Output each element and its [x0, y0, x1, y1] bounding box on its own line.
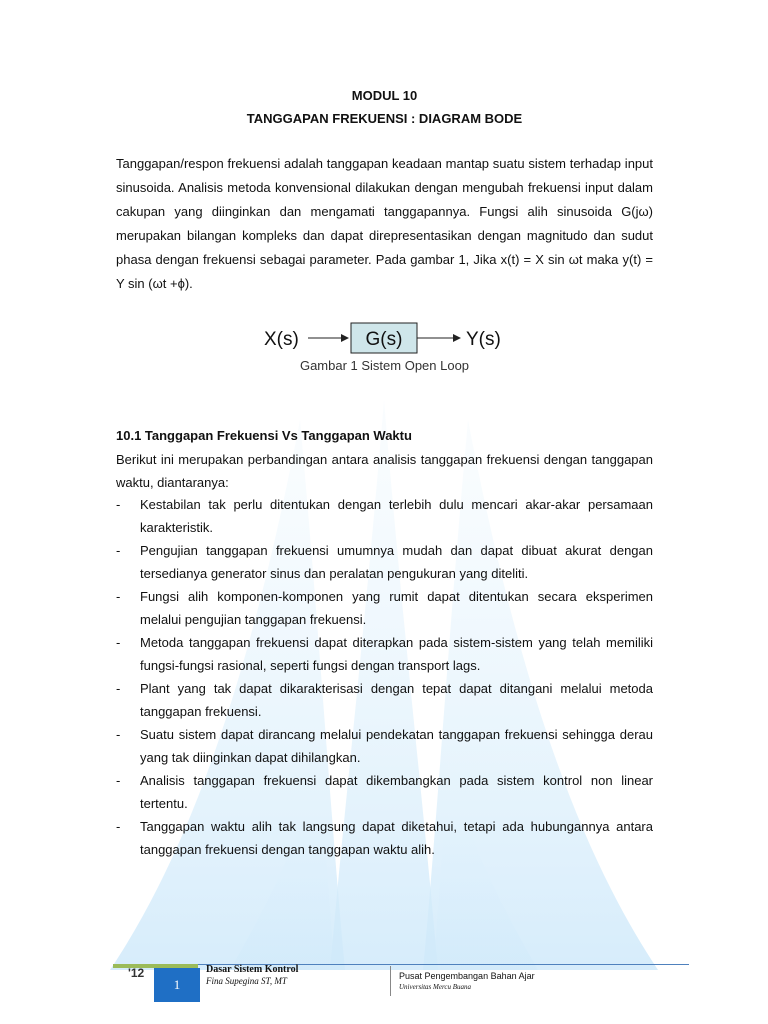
page-number: 1 — [154, 968, 200, 1002]
list-item-text: Kestabilan tak perlu ditentukan dengan terlebih dulu mencari akar-akar persamaan karakteristik. — [140, 497, 653, 535]
list-item-text: Tanggapan waktu alih tak langsung dapat diketahui, tetapi ada hubungannya antara tanggapan frekuensi dengan tanggapan waktu alih. — [140, 819, 653, 857]
diagram-output-label: Y(s) — [466, 329, 501, 350]
bullet-dash: - — [116, 727, 121, 742]
section-title: 10.1 Tanggapan Frekuensi Vs Tanggapan Waktu — [116, 428, 412, 443]
intro-gjw: G(jω) — [621, 204, 653, 219]
diagram-block-label: G(s) — [365, 329, 403, 350]
list-item-text: Suatu sistem dapat dirancang melalui pendekatan tanggapan frekuensi sehingga derau yang tak diinginkan dapat dihilangkan. — [140, 727, 653, 765]
block-diagram — [116, 320, 653, 360]
footer-university: Universitas Mercu Buana — [399, 983, 472, 991]
footer-divider — [390, 966, 391, 996]
bullet-dash: - — [116, 819, 121, 834]
list-item-text: Metoda tanggapan frekuensi dapat diterapkan pada sistem-sistem yang telah memiliki fungsi-fungsi rasional, seperti fungsi dengan transport lags. — [140, 635, 653, 673]
comparison-list — [116, 493, 653, 861]
list-item-text: Fungsi alih komponen-komponen yang rumit dapat ditentukan secara eksperimen melalui pengujian tanggapan frekuensi. — [140, 589, 653, 627]
list-item — [116, 723, 653, 769]
list-item — [116, 539, 653, 585]
footer-rule — [113, 964, 689, 965]
intro-text-mid: maka — [582, 252, 623, 267]
list-item — [116, 677, 653, 723]
list-item-text: Analisis tanggapan frekuensi dapat dikembangkan pada sistem kontrol non linear tertentu. — [140, 773, 653, 811]
footer-author: Fina Supegina ST, MT — [206, 976, 287, 986]
module-subtitle: TANGGAPAN FREKUENSI : DIAGRAM BODE — [246, 111, 523, 126]
bullet-dash: - — [116, 635, 121, 650]
bullet-dash: - — [116, 681, 121, 696]
list-item — [116, 769, 653, 815]
bullet-dash: - — [116, 497, 121, 512]
list-item — [116, 631, 653, 677]
bullet-dash: - — [116, 589, 121, 604]
intro-text-1: Tanggapan/respon frekuensi adalah tanggapan keadaan mantap suatu sistem terhadap input sinusoida. Analisis metoda konvensional dilakukan dengan mengubah frekuensi input dalam cakupan yang diinginkan dan mengamati tanggapannya. Fungsi alih sinusoida — [116, 156, 653, 219]
list-item — [116, 585, 653, 631]
list-item — [116, 493, 653, 539]
footer-course-name: Dasar Sistem Kontrol — [206, 964, 299, 975]
bullet-dash: - — [116, 543, 121, 558]
footer-center-name: Pusat Pengembangan Bahan Ajar — [399, 971, 535, 981]
intro-paragraph — [116, 152, 653, 296]
intro-text-2: merupakan bilangan kompleks dan dapat direpresentasikan dengan magnitudo dan sudut phasa dengan frekuensi sebagai parameter. Pada gambar 1, Jika — [116, 228, 653, 267]
bullet-dash: - — [116, 773, 121, 788]
footer-year: '12 — [128, 966, 145, 980]
diagram-input-label: X(s) — [264, 329, 299, 350]
list-item — [116, 815, 653, 861]
intro-eq-y: y(t) = Y sin (ωt +ϕ). — [116, 252, 653, 291]
list-item-text: Plant yang tak dapat dikarakterisasi dengan tepat dapat ditangani melalui metoda tanggapan frekuensi. — [140, 681, 653, 719]
module-title: MODUL 10 — [351, 88, 418, 103]
figure-caption: Gambar 1 Sistem Open Loop — [299, 358, 470, 373]
section-intro: Berikut ini merupakan perbandingan antara analisis tanggapan frekuensi dengan tanggapan waktu, diantaranya: — [116, 452, 653, 490]
list-item-text: Pengujian tanggapan frekuensi umumnya mudah dan dapat dibuat akurat dengan tersedianya generator sinus dan peralatan pengukuran yang diteliti. — [140, 543, 653, 581]
intro-eq-x: x(t) = X sin ωt — [500, 252, 583, 267]
